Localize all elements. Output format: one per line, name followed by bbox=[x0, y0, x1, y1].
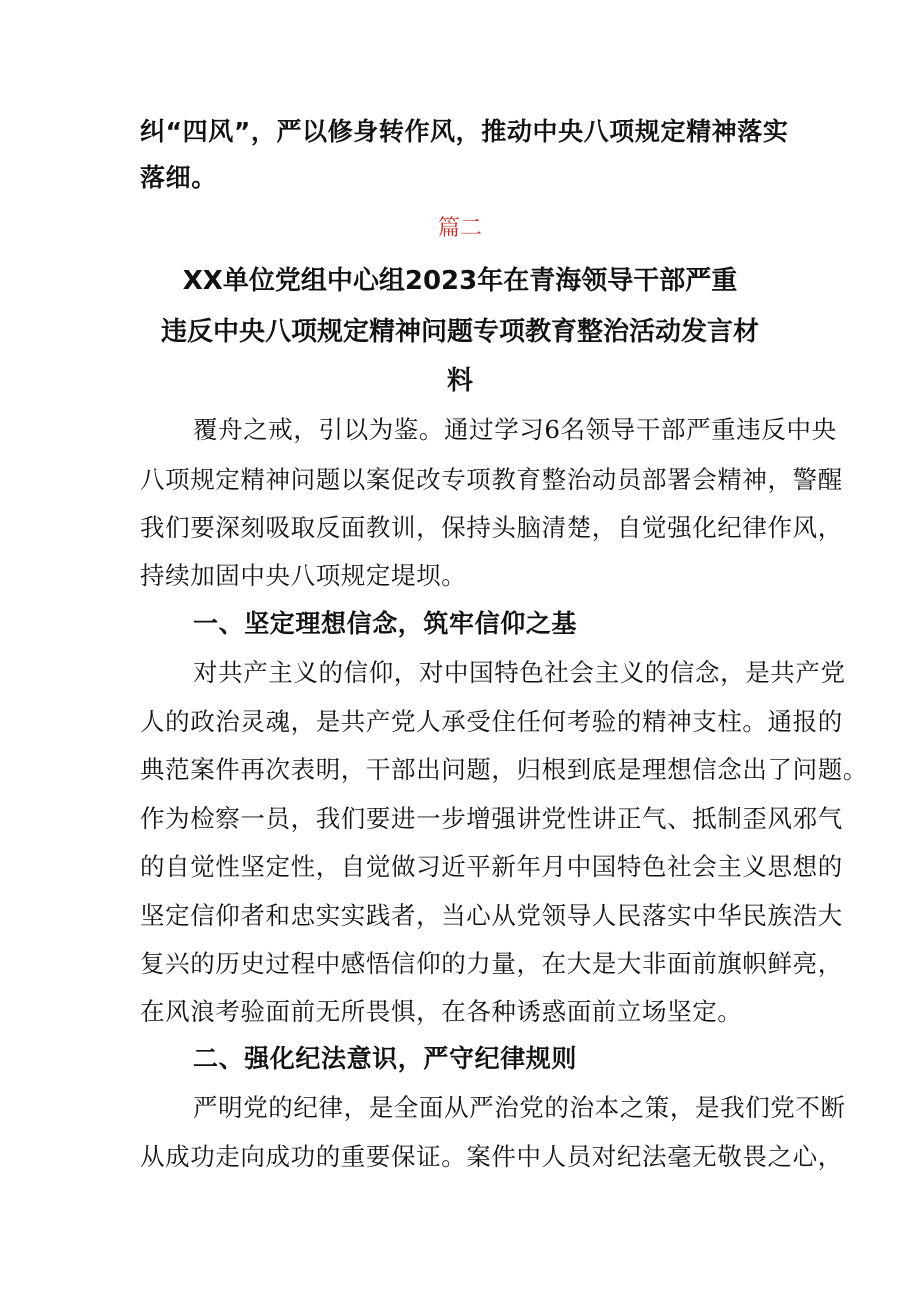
opening-line-4: 持续加固中央八项规定堤坝。 bbox=[140, 561, 467, 590]
section-2-line-2: 从成功走向成功的重要保证。案件中人员对纪法毫无敬畏之心， bbox=[140, 1142, 843, 1171]
section-1-line-6: 坚定信仰者和忠实实践者，当心从党领导人民落实中华民族浩大 bbox=[140, 901, 843, 930]
opening-line-2: 八项规定精神问题以案促改专项教育整治动员部署会精神，警醒 bbox=[140, 465, 843, 494]
section-2-heading: 二、强化纪法意识，严守纪律规则 bbox=[193, 1044, 578, 1073]
section-1-heading: 一、坚定理想信念，筑牢信仰之基 bbox=[193, 609, 578, 638]
section-1-line-5: 的自觉性坚定性，自觉做习近平新年月中国特色社会主义思想的 bbox=[140, 852, 843, 881]
document-title-line-2: 违反中央八项规定精神问题专项教育整治活动发言材 bbox=[160, 317, 759, 347]
section-label: 篇二 bbox=[437, 216, 482, 241]
document-title-line-3: 料 bbox=[446, 366, 473, 396]
intro-line-2: 落细。 bbox=[140, 163, 217, 192]
opening-line-3: 我们要深刻吸取反面教训，保持头脑清楚，自觉强化纪律作风， bbox=[140, 513, 843, 542]
section-1-line-7: 复兴的历史过程中感悟信仰的力量，在大是大非面前旗帜鲜亮， bbox=[140, 949, 843, 978]
section-1-line-8: 在风浪考验面前无所畏惧，在各种诱惑面前立场坚定。 bbox=[140, 997, 743, 1026]
section-1-line-2: 人的政治灵魂，是共产党人承受住任何考验的精神支柱。通报的 bbox=[140, 707, 843, 736]
section-1-line-4: 作为检察一员，我们要进一步增强讲党性讲正气、抵制歪风邪气 bbox=[140, 804, 843, 833]
intro-line-1: 纠“四风”，严以修身转作风，推动中央八项规定精神落实 bbox=[140, 117, 789, 146]
opening-line-1: 覆舟之戒，引以为鉴。通过学习6名领导干部严重违反中央 bbox=[193, 415, 837, 444]
section-1-line-3: 典范案件再次表明，干部出问题，归根到底是理想信念出了问题。 bbox=[140, 755, 868, 784]
section-1-line-1: 对共产主义的信仰，对中国特色社会主义的信念，是共产党 bbox=[193, 658, 846, 687]
section-2-line-1: 严明党的纪律，是全面从严治党的治本之策，是我们党不断 bbox=[193, 1093, 846, 1122]
document-title-line-1: XX单位党组中心组2023年在青海领导干部严重 bbox=[182, 266, 738, 296]
